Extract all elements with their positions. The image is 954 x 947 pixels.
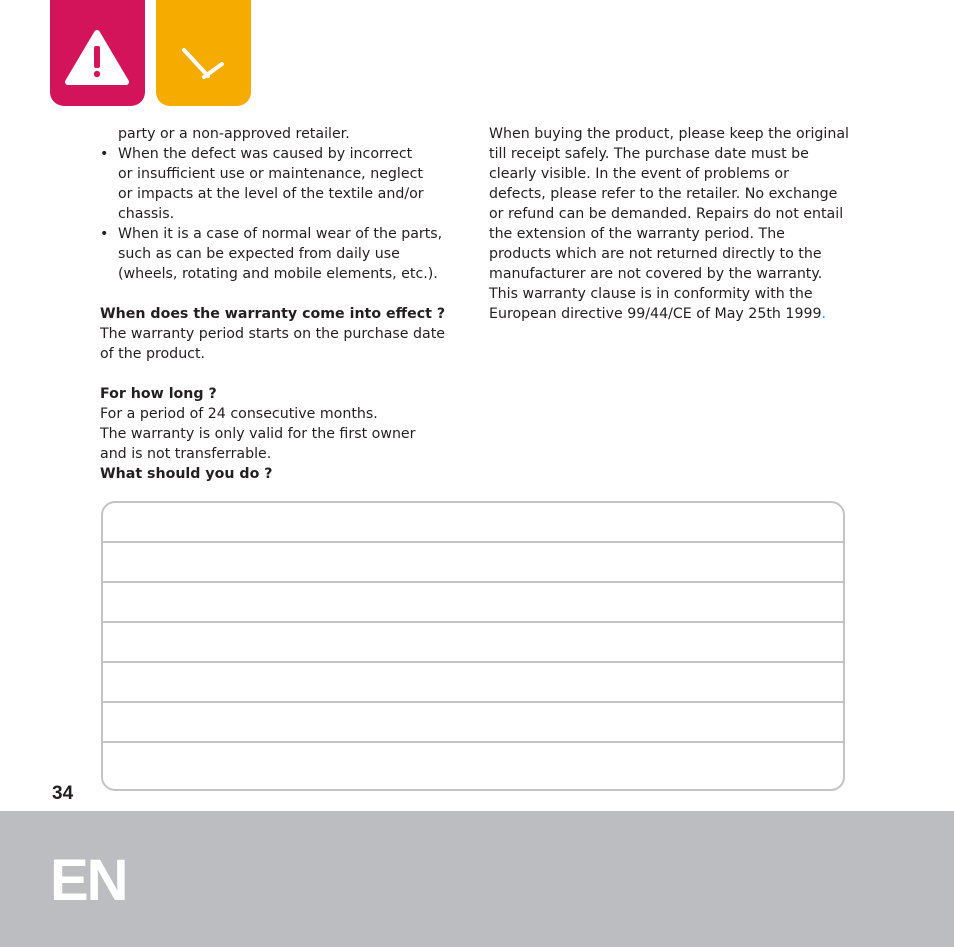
receipt-paragraph-line: products which are not returned directly to the xyxy=(489,246,822,262)
form-row[interactable] xyxy=(103,503,843,543)
form-row[interactable] xyxy=(103,743,843,787)
receipt-paragraph-line: When buying the product, please keep the original xyxy=(489,126,849,142)
heading-how-long: For how long ? xyxy=(100,386,217,402)
form-row[interactable] xyxy=(103,583,843,623)
how-long-line-2: The warranty is only valid for the first owner xyxy=(100,426,416,442)
directive-line: European directive 99/44/CE of May 25th 1999. xyxy=(489,306,827,322)
left-column xyxy=(100,124,455,484)
form-row[interactable] xyxy=(103,623,843,663)
tools-tab xyxy=(156,0,251,106)
receipt-paragraph-line: defects, please refer to the retailer. No exchange xyxy=(489,186,838,202)
warranty-effect-line-2: of the product. xyxy=(100,346,206,362)
form-row[interactable] xyxy=(103,703,843,743)
page-number: 34 xyxy=(52,783,74,804)
continuation-text: party or a non-approved retailer. xyxy=(118,126,350,142)
how-long-line-3: and is not transferrable. xyxy=(100,446,272,462)
receipt-paragraph-line: the extension of the warranty period. The xyxy=(489,226,785,242)
receipt-paragraph-line: manufacturer are not covered by the warranty. xyxy=(489,266,823,282)
form-row[interactable] xyxy=(103,663,843,703)
warning-tab xyxy=(50,0,145,106)
footer-band xyxy=(0,811,954,947)
heading-what-to-do: What should you do ? xyxy=(100,466,273,482)
right-column xyxy=(489,124,854,324)
warning-triangle-icon xyxy=(50,0,145,106)
how-long-line-1: For a period of 24 consecutive months. xyxy=(100,406,378,422)
receipt-paragraph-line: clearly visible. In the event of problems or xyxy=(489,166,789,182)
warranty-effect-line-1: The warranty period starts on the purchase date xyxy=(100,326,446,342)
form-row[interactable] xyxy=(103,543,843,583)
receipt-paragraph-line: or refund can be demanded. Repairs do not entail xyxy=(489,206,844,222)
warranty-form-box xyxy=(101,501,845,791)
language-code: EN xyxy=(50,848,127,913)
tools-icon xyxy=(156,0,251,106)
teal-period: . xyxy=(821,306,827,322)
bullet-item-incorrect-use: • When the defect was caused by incorrect or insufficient use or maintenance, neglect or impacts at the level of the textile and/or chassis. xyxy=(100,144,455,224)
receipt-paragraph-line: till receipt safely. The purchase date must be xyxy=(489,146,809,162)
receipt-paragraph-line: This warranty clause is in conformity with the xyxy=(489,286,813,302)
heading-warranty-effect: When does the warranty come into effect ? xyxy=(100,306,446,322)
bullet-item-normal-wear: • When it is a case of normal wear of the parts, such as can be expected from daily use (wheels, rotating and mobile elements, etc.). xyxy=(100,224,455,284)
